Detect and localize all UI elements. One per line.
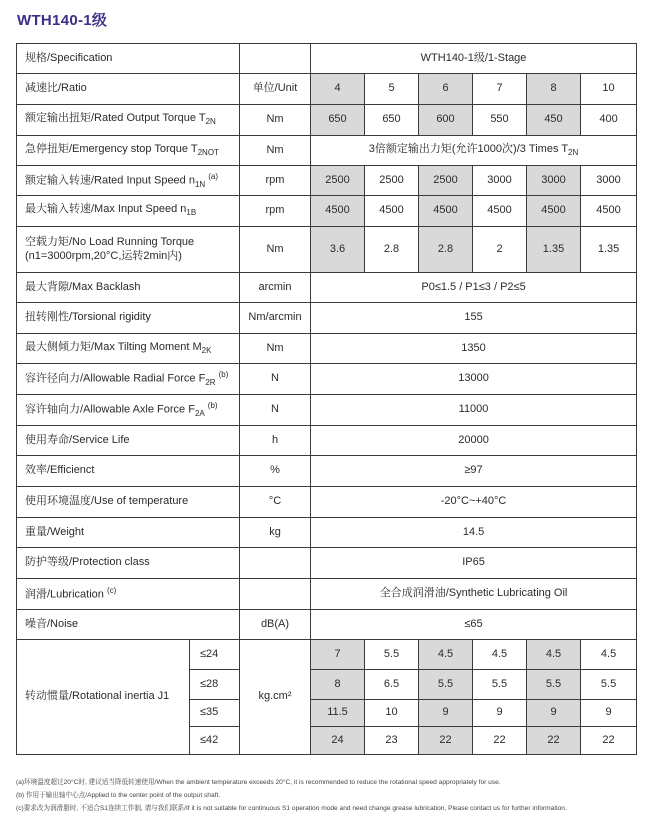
value-cell: 9 xyxy=(581,700,637,727)
unit-cell: Nm xyxy=(240,105,311,136)
unit-cell: kg.cm² xyxy=(240,640,311,755)
row-label: 额定输入转速/Rated Input Speed $n_{1N}$ $^{(a)}$ xyxy=(17,166,240,196)
ratio-cell: 8 xyxy=(527,74,581,105)
value-cell: 5.5 xyxy=(419,670,473,700)
value-cell: 9 xyxy=(527,700,581,727)
unit-cell xyxy=(240,44,311,74)
unit-cell xyxy=(240,548,311,579)
value-cell: 650 xyxy=(365,105,419,136)
value-cell: 5.5 xyxy=(473,670,527,700)
value-cell: 3000 xyxy=(473,166,527,196)
unit-cell xyxy=(240,579,311,610)
row-label: 空载力矩/No Load Running Torque (n1=3000rpm,20°C,运转2min内) xyxy=(17,227,240,273)
value-cell: 8 xyxy=(311,670,365,700)
value-cell: IP65 xyxy=(311,548,637,579)
row-label: 效率/Efficienct xyxy=(17,456,240,487)
value-cell: 6.5 xyxy=(365,670,419,700)
row-label: 额定输出扭矩/Rated Output Torque $T_{2N}$ xyxy=(17,105,240,136)
ratio-cell: 10 xyxy=(581,74,637,105)
unit-cell: % xyxy=(240,456,311,487)
inertia-sub-cell: ≤35 xyxy=(190,700,240,727)
inertia-sub-cell: ≤24 xyxy=(190,640,240,670)
table-row xyxy=(17,548,637,579)
value-cell: 2500 xyxy=(311,166,365,196)
value-cell: 2500 xyxy=(419,166,473,196)
table-row xyxy=(17,579,637,610)
table-row xyxy=(17,334,637,364)
ratio-cell: 4 xyxy=(311,74,365,105)
unit-cell: rpm xyxy=(240,166,311,196)
table-row xyxy=(17,74,637,105)
table-row xyxy=(17,364,637,395)
value-cell: 9 xyxy=(419,700,473,727)
value-cell: 7 xyxy=(311,640,365,670)
table-row xyxy=(17,518,637,548)
unit-cell: Nm/arcmin xyxy=(240,303,311,334)
value-cell: 600 xyxy=(419,105,473,136)
unit-cell: Nm xyxy=(240,136,311,166)
table-row xyxy=(17,166,637,196)
value-cell: 550 xyxy=(473,105,527,136)
footnote: (a)环境温度超过20°C时, 建议适当降低转速使用/When the ambient temperature exceeds 20°C, it is recommended to reduce the rotational speed appropriately for use. xyxy=(16,779,501,786)
value-cell: 全合成润滑油/Synthetic Lubricating Oil xyxy=(311,579,637,610)
unit-cell: h xyxy=(240,426,311,456)
table-row xyxy=(17,456,637,487)
value-cell: 2 xyxy=(473,227,527,273)
row-label: 容许轴向力/Allowable Axle Force $F_{2A}$ $^{(b)}$ xyxy=(17,395,240,426)
row-label: 最大输入转速/Max Input Speed $n_{1B}$ xyxy=(17,196,240,227)
value-cell: 4.5 xyxy=(527,640,581,670)
table-row xyxy=(17,273,637,303)
table-row xyxy=(17,487,637,518)
value-cell: 23 xyxy=(365,727,419,755)
row-label: 扭转刚性/Torsional rigidity xyxy=(17,303,240,334)
row-label: 使用寿命/Service Life xyxy=(17,426,240,456)
ratio-cell: 6 xyxy=(419,74,473,105)
table-row xyxy=(17,196,637,227)
inertia-sub-cell: ≤42 xyxy=(190,727,240,755)
value-cell: 22 xyxy=(527,727,581,755)
value-cell: 22 xyxy=(473,727,527,755)
value-cell: 3000 xyxy=(527,166,581,196)
value-cell: 4.5 xyxy=(581,640,637,670)
value-cell: 4500 xyxy=(581,196,637,227)
value-cell: 11000 xyxy=(311,395,637,426)
row-label: 噪音/Noise xyxy=(17,610,240,640)
spec-table xyxy=(16,43,637,755)
value-cell: 3倍额定输出力矩(允许1000次)/3 Times $T_{2N}$ xyxy=(311,136,637,166)
footnotes xyxy=(16,776,641,815)
footnote: (c)要求改为润滑脂时, 不适合S1连续工作制, 请与我们联系/If it is not suitable for continuous S1 operation mode and need change grease lubrication, Please contact us for further information. xyxy=(16,805,567,812)
value-cell: 4.5 xyxy=(473,640,527,670)
table-row xyxy=(17,227,637,273)
value-cell: 4500 xyxy=(365,196,419,227)
row-label: 最大背隙/Max Backlash xyxy=(17,273,240,303)
value-cell: 1.35 xyxy=(527,227,581,273)
unit-cell: N xyxy=(240,364,311,395)
unit-cell: Nm xyxy=(240,227,311,273)
row-label: 急停扭矩/Emergency stop Torque $T_{2NOT}$ xyxy=(17,136,240,166)
value-cell: 4500 xyxy=(311,196,365,227)
value-cell: 22 xyxy=(581,727,637,755)
row-label: 容许径向力/Allowable Radial Force $F_{2R}$ $^{(b)}$ xyxy=(17,364,240,395)
row-label: 减速比/Ratio xyxy=(17,74,240,105)
spec-value: WTH140-1级/1-Stage xyxy=(311,44,637,74)
value-cell: 5.5 xyxy=(365,640,419,670)
unit-cell: 单位/Unit xyxy=(240,74,311,105)
table-row xyxy=(17,44,637,74)
row-label: 最大侧倾力矩/Max Tilting Moment $M_{2K}$ xyxy=(17,334,240,364)
value-cell: 14.5 xyxy=(311,518,637,548)
value-cell: 11.5 xyxy=(311,700,365,727)
ratio-cell: 5 xyxy=(365,74,419,105)
value-cell: 2.8 xyxy=(365,227,419,273)
value-cell: 10 xyxy=(365,700,419,727)
footnote: (b) 作用于输出轴中心点/Applied to the center point of the output shaft. xyxy=(16,792,221,799)
value-cell: 4500 xyxy=(419,196,473,227)
page-title: WTH140-1级 xyxy=(17,12,108,29)
value-cell: 5.5 xyxy=(581,670,637,700)
value-cell: 450 xyxy=(527,105,581,136)
row-label: 防护等级/Protection class xyxy=(17,548,240,579)
value-cell: 20000 xyxy=(311,426,637,456)
value-cell: 3.6 xyxy=(311,227,365,273)
table-row xyxy=(17,426,637,456)
unit-cell: kg xyxy=(240,518,311,548)
value-cell: ≤65 xyxy=(311,610,637,640)
value-cell: 1.35 xyxy=(581,227,637,273)
value-cell: 4500 xyxy=(527,196,581,227)
value-cell: 9 xyxy=(473,700,527,727)
value-cell: ≥97 xyxy=(311,456,637,487)
value-cell: 650 xyxy=(311,105,365,136)
table-row xyxy=(17,610,637,640)
ratio-cell: 7 xyxy=(473,74,527,105)
unit-cell: Nm xyxy=(240,334,311,364)
value-cell: 3000 xyxy=(581,166,637,196)
row-label: 重量/Weight xyxy=(17,518,240,548)
value-cell: 22 xyxy=(419,727,473,755)
unit-cell: arcmin xyxy=(240,273,311,303)
row-label: 使用环境温度/Use of temperature xyxy=(17,487,240,518)
value-cell: 4.5 xyxy=(419,640,473,670)
table-row xyxy=(17,395,637,426)
value-cell: -20°C~+40°C xyxy=(311,487,637,518)
table-row xyxy=(17,640,637,670)
value-cell: 155 xyxy=(311,303,637,334)
value-cell: 2500 xyxy=(365,166,419,196)
unit-cell: °C xyxy=(240,487,311,518)
row-label: 转动惯量/Rotational inertia J1 xyxy=(17,640,190,755)
value-cell: 5.5 xyxy=(527,670,581,700)
value-cell: 2.8 xyxy=(419,227,473,273)
unit-cell: rpm xyxy=(240,196,311,227)
table-row xyxy=(17,105,637,136)
row-label: 规格/Specification xyxy=(17,44,240,74)
value-cell: 400 xyxy=(581,105,637,136)
value-cell: 13000 xyxy=(311,364,637,395)
value-cell: 4500 xyxy=(473,196,527,227)
value-cell: P0≤1.5 / P1≤3 / P2≤5 xyxy=(311,273,637,303)
unit-cell: N xyxy=(240,395,311,426)
unit-cell: dB(A) xyxy=(240,610,311,640)
table-row xyxy=(17,303,637,334)
value-cell: 24 xyxy=(311,727,365,755)
row-label: 润滑/Lubrication $^{(c)}$ xyxy=(17,579,240,610)
value-cell: 1350 xyxy=(311,334,637,364)
table-row xyxy=(17,136,637,166)
inertia-sub-cell: ≤28 xyxy=(190,670,240,700)
